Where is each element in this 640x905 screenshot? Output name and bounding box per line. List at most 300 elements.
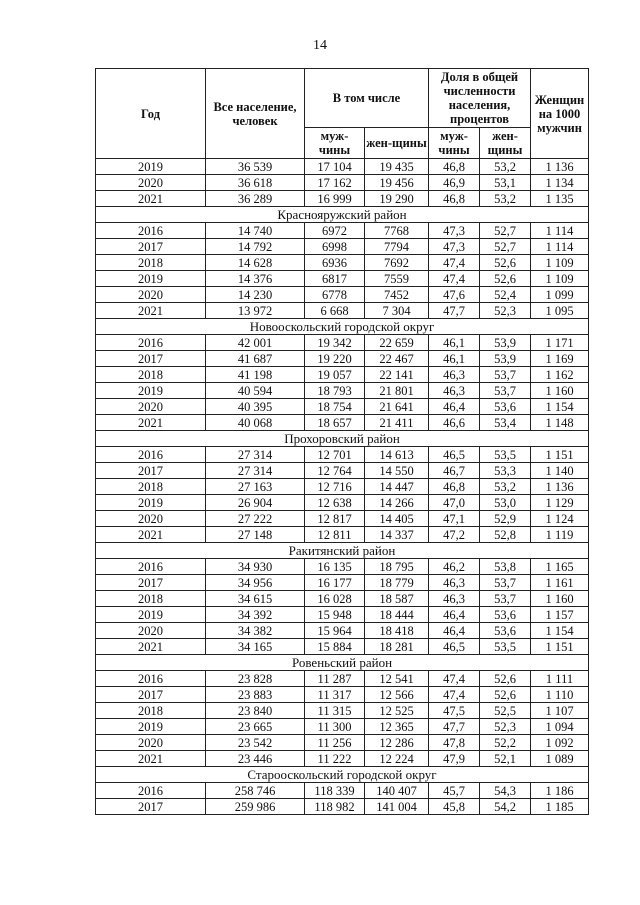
cell-women-per-1000: 1 114	[531, 223, 589, 239]
table-row	[96, 415, 589, 431]
table-row	[96, 367, 589, 383]
cell-women-per-1000: 1 169	[531, 351, 589, 367]
cell-men-share: 47,4	[429, 271, 480, 287]
cell-all-population: 40 395	[206, 399, 305, 415]
cell-men-share: 47,5	[429, 703, 480, 719]
cell-men-count: 12 638	[305, 495, 365, 511]
cell-men-count: 6817	[305, 271, 365, 287]
cell-all-population: 36 539	[206, 159, 305, 175]
table-row	[96, 495, 589, 511]
cell-women-per-1000: 1 119	[531, 527, 589, 543]
cell-men-share: 46,6	[429, 415, 480, 431]
section-row	[96, 431, 589, 447]
cell-women-share: 53,9	[480, 335, 531, 351]
section-title: Ровеньский район	[96, 655, 589, 671]
cell-women-per-1000: 1 160	[531, 591, 589, 607]
cell-women-count: 140 407	[365, 783, 429, 799]
cell-men-share: 47,7	[429, 303, 480, 319]
cell-men-count: 6998	[305, 239, 365, 255]
cell-men-share: 46,8	[429, 191, 480, 207]
cell-men-share: 46,9	[429, 175, 480, 191]
cell-women-share: 53,5	[480, 447, 531, 463]
cell-men-share: 47,1	[429, 511, 480, 527]
cell-women-share: 53,6	[480, 623, 531, 639]
cell-men-count: 15 964	[305, 623, 365, 639]
cell-men-count: 16 999	[305, 191, 365, 207]
cell-all-population: 34 930	[206, 559, 305, 575]
cell-women-count: 12 541	[365, 671, 429, 687]
section-title: Прохоровский район	[96, 431, 589, 447]
cell-women-share: 53,9	[480, 351, 531, 367]
cell-women-per-1000: 1 095	[531, 303, 589, 319]
cell-men-count: 6 668	[305, 303, 365, 319]
cell-men-count: 11 222	[305, 751, 365, 767]
header-year: Год	[96, 69, 206, 159]
table-row	[96, 687, 589, 703]
table-row	[96, 511, 589, 527]
cell-men-share: 47,0	[429, 495, 480, 511]
table-row	[96, 255, 589, 271]
cell-men-count: 19 057	[305, 367, 365, 383]
cell-women-per-1000: 1 099	[531, 287, 589, 303]
cell-women-share: 53,3	[480, 463, 531, 479]
cell-men-share: 47,4	[429, 255, 480, 271]
cell-men-count: 16 028	[305, 591, 365, 607]
table-row	[96, 239, 589, 255]
cell-women-count: 7452	[365, 287, 429, 303]
cell-women-per-1000: 1 092	[531, 735, 589, 751]
cell-men-share: 47,3	[429, 223, 480, 239]
cell-women-per-1000: 1 160	[531, 383, 589, 399]
cell-all-population: 36 618	[206, 175, 305, 191]
cell-year: 2020	[96, 511, 206, 527]
table-row	[96, 799, 589, 815]
cell-year: 2021	[96, 191, 206, 207]
cell-women-count: 12 525	[365, 703, 429, 719]
cell-women-count: 7559	[365, 271, 429, 287]
cell-men-share: 47,2	[429, 527, 480, 543]
cell-men-share: 46,3	[429, 383, 480, 399]
cell-men-share: 46,4	[429, 623, 480, 639]
cell-men-share: 45,7	[429, 783, 480, 799]
table-row	[96, 607, 589, 623]
cell-year: 2018	[96, 703, 206, 719]
cell-women-share: 52,6	[480, 671, 531, 687]
table-row	[96, 623, 589, 639]
cell-all-population: 23 542	[206, 735, 305, 751]
cell-men-count: 16 177	[305, 575, 365, 591]
cell-women-share: 53,2	[480, 159, 531, 175]
header-men-share: муж-чины	[429, 128, 480, 159]
table-body	[96, 159, 589, 815]
cell-year: 2021	[96, 415, 206, 431]
table-row	[96, 383, 589, 399]
table-row	[96, 447, 589, 463]
cell-year: 2020	[96, 399, 206, 415]
cell-year: 2016	[96, 447, 206, 463]
cell-year: 2019	[96, 383, 206, 399]
cell-women-per-1000: 1 148	[531, 415, 589, 431]
cell-women-per-1000: 1 136	[531, 479, 589, 495]
cell-all-population: 14 230	[206, 287, 305, 303]
cell-men-share: 47,3	[429, 239, 480, 255]
cell-women-count: 14 337	[365, 527, 429, 543]
table-row	[96, 671, 589, 687]
cell-all-population: 34 615	[206, 591, 305, 607]
cell-men-count: 12 716	[305, 479, 365, 495]
cell-year: 2020	[96, 623, 206, 639]
section-title: Новооскольский городской округ	[96, 319, 589, 335]
cell-men-share: 46,3	[429, 591, 480, 607]
cell-men-share: 46,4	[429, 607, 480, 623]
cell-men-count: 16 135	[305, 559, 365, 575]
cell-men-count: 19 342	[305, 335, 365, 351]
cell-women-share: 54,2	[480, 799, 531, 815]
table-row	[96, 783, 589, 799]
cell-women-per-1000: 1 109	[531, 271, 589, 287]
cell-all-population: 23 828	[206, 671, 305, 687]
cell-women-share: 52,9	[480, 511, 531, 527]
cell-men-share: 46,1	[429, 335, 480, 351]
cell-year: 2017	[96, 799, 206, 815]
section-title: Ракитянский район	[96, 543, 589, 559]
cell-women-count: 12 286	[365, 735, 429, 751]
section-title: Старооскольский городской округ	[96, 767, 589, 783]
cell-all-population: 14 740	[206, 223, 305, 239]
cell-all-population: 13 972	[206, 303, 305, 319]
cell-men-share: 47,4	[429, 687, 480, 703]
section-title: Краснояружский район	[96, 207, 589, 223]
cell-all-population: 40 068	[206, 415, 305, 431]
cell-women-count: 18 444	[365, 607, 429, 623]
section-row	[96, 207, 589, 223]
cell-year: 2017	[96, 463, 206, 479]
cell-all-population: 27 314	[206, 463, 305, 479]
cell-women-share: 53,0	[480, 495, 531, 511]
cell-women-count: 12 566	[365, 687, 429, 703]
cell-all-population: 34 165	[206, 639, 305, 655]
cell-women-count: 14 266	[365, 495, 429, 511]
table-row	[96, 463, 589, 479]
cell-women-per-1000: 1 094	[531, 719, 589, 735]
cell-year: 2021	[96, 751, 206, 767]
header-men-count: муж-чины	[305, 128, 365, 159]
cell-men-count: 6936	[305, 255, 365, 271]
cell-all-population: 27 222	[206, 511, 305, 527]
page-number: 14	[313, 38, 327, 53]
cell-men-count: 15 948	[305, 607, 365, 623]
cell-women-per-1000: 1 114	[531, 239, 589, 255]
section-row	[96, 767, 589, 783]
cell-women-count: 14 405	[365, 511, 429, 527]
cell-men-count: 18 657	[305, 415, 365, 431]
cell-year: 2019	[96, 607, 206, 623]
cell-year: 2021	[96, 303, 206, 319]
cell-men-share: 46,2	[429, 559, 480, 575]
cell-women-per-1000: 1 140	[531, 463, 589, 479]
table-row	[96, 703, 589, 719]
cell-men-count: 17 104	[305, 159, 365, 175]
cell-year: 2017	[96, 575, 206, 591]
header-women-count: жен-щины	[365, 128, 429, 159]
cell-women-count: 12 365	[365, 719, 429, 735]
cell-women-count: 18 418	[365, 623, 429, 639]
cell-women-count: 19 435	[365, 159, 429, 175]
cell-all-population: 27 148	[206, 527, 305, 543]
cell-women-count: 19 456	[365, 175, 429, 191]
cell-women-share: 52,4	[480, 287, 531, 303]
cell-men-count: 6778	[305, 287, 365, 303]
cell-women-count: 18 281	[365, 639, 429, 655]
cell-men-count: 18 754	[305, 399, 365, 415]
cell-women-count: 14 613	[365, 447, 429, 463]
table-row	[96, 591, 589, 607]
cell-women-share: 52,6	[480, 687, 531, 703]
cell-women-per-1000: 1 162	[531, 367, 589, 383]
cell-women-per-1000: 1 110	[531, 687, 589, 703]
table-row	[96, 639, 589, 655]
cell-women-count: 141 004	[365, 799, 429, 815]
table-row	[96, 351, 589, 367]
cell-year: 2016	[96, 223, 206, 239]
cell-men-count: 11 315	[305, 703, 365, 719]
cell-men-count: 118 982	[305, 799, 365, 815]
cell-women-per-1000: 1 134	[531, 175, 589, 191]
cell-women-share: 52,3	[480, 303, 531, 319]
header-including: В том числе	[305, 69, 429, 128]
cell-women-share: 52,8	[480, 527, 531, 543]
table-row	[96, 335, 589, 351]
table-row	[96, 159, 589, 175]
header-all-population: Все население, человек	[206, 69, 305, 159]
cell-women-per-1000: 1 154	[531, 623, 589, 639]
cell-men-share: 46,1	[429, 351, 480, 367]
section-row	[96, 543, 589, 559]
cell-women-share: 52,7	[480, 223, 531, 239]
cell-all-population: 23 883	[206, 687, 305, 703]
cell-women-count: 18 587	[365, 591, 429, 607]
cell-all-population: 42 001	[206, 335, 305, 351]
cell-women-count: 22 141	[365, 367, 429, 383]
cell-men-count: 118 339	[305, 783, 365, 799]
cell-men-share: 47,9	[429, 751, 480, 767]
cell-year: 2018	[96, 255, 206, 271]
cell-all-population: 14 376	[206, 271, 305, 287]
cell-men-count: 19 220	[305, 351, 365, 367]
cell-women-per-1000: 1 154	[531, 399, 589, 415]
header-share: Доля в общей численности населения, процентов	[429, 69, 531, 128]
cell-men-count: 11 300	[305, 719, 365, 735]
table-row	[96, 191, 589, 207]
cell-year: 2020	[96, 175, 206, 191]
cell-men-count: 17 162	[305, 175, 365, 191]
table-header	[96, 69, 589, 159]
cell-all-population: 41 687	[206, 351, 305, 367]
cell-women-share: 53,6	[480, 607, 531, 623]
cell-women-share: 52,2	[480, 735, 531, 751]
cell-men-share: 46,5	[429, 639, 480, 655]
cell-women-per-1000: 1 136	[531, 159, 589, 175]
population-table	[95, 68, 589, 815]
cell-year: 2021	[96, 639, 206, 655]
cell-year: 2016	[96, 783, 206, 799]
cell-women-per-1000: 1 109	[531, 255, 589, 271]
cell-women-per-1000: 1 107	[531, 703, 589, 719]
cell-men-count: 12 817	[305, 511, 365, 527]
cell-women-count: 7794	[365, 239, 429, 255]
cell-women-count: 12 224	[365, 751, 429, 767]
cell-year: 2020	[96, 735, 206, 751]
cell-year: 2019	[96, 719, 206, 735]
cell-men-share: 46,7	[429, 463, 480, 479]
section-row	[96, 655, 589, 671]
header-women-per-1000: Женщин на 1000 мужчин	[531, 69, 589, 159]
cell-women-per-1000: 1 151	[531, 639, 589, 655]
cell-year: 2020	[96, 287, 206, 303]
cell-men-share: 47,8	[429, 735, 480, 751]
cell-men-share: 47,7	[429, 719, 480, 735]
cell-women-count: 21 411	[365, 415, 429, 431]
cell-year: 2016	[96, 671, 206, 687]
cell-women-share: 52,7	[480, 239, 531, 255]
table-row	[96, 399, 589, 415]
header-women-share: жен-щины	[480, 128, 531, 159]
cell-men-share: 47,4	[429, 671, 480, 687]
cell-women-per-1000: 1 151	[531, 447, 589, 463]
cell-all-population: 36 289	[206, 191, 305, 207]
cell-women-share: 53,7	[480, 367, 531, 383]
cell-women-share: 52,3	[480, 719, 531, 735]
cell-women-share: 53,1	[480, 175, 531, 191]
cell-all-population: 34 956	[206, 575, 305, 591]
cell-year: 2018	[96, 479, 206, 495]
cell-women-count: 18 779	[365, 575, 429, 591]
cell-women-per-1000: 1 171	[531, 335, 589, 351]
table-row	[96, 559, 589, 575]
cell-all-population: 23 446	[206, 751, 305, 767]
table-row	[96, 479, 589, 495]
cell-all-population: 41 198	[206, 367, 305, 383]
cell-all-population: 14 792	[206, 239, 305, 255]
cell-men-count: 11 256	[305, 735, 365, 751]
table-row	[96, 271, 589, 287]
cell-all-population: 27 314	[206, 447, 305, 463]
cell-women-share: 52,6	[480, 271, 531, 287]
cell-men-share: 46,3	[429, 575, 480, 591]
cell-men-count: 12 764	[305, 463, 365, 479]
cell-all-population: 259 986	[206, 799, 305, 815]
cell-men-count: 6972	[305, 223, 365, 239]
cell-all-population: 23 665	[206, 719, 305, 735]
cell-women-per-1000: 1 124	[531, 511, 589, 527]
cell-women-per-1000: 1 089	[531, 751, 589, 767]
cell-women-per-1000: 1 186	[531, 783, 589, 799]
cell-year: 2018	[96, 591, 206, 607]
table-row	[96, 303, 589, 319]
cell-women-share: 53,5	[480, 639, 531, 655]
cell-women-share: 53,8	[480, 559, 531, 575]
cell-men-count: 11 287	[305, 671, 365, 687]
cell-women-per-1000: 1 129	[531, 495, 589, 511]
cell-men-count: 11 317	[305, 687, 365, 703]
cell-year: 2016	[96, 559, 206, 575]
cell-women-share: 53,7	[480, 591, 531, 607]
cell-women-count: 21 641	[365, 399, 429, 415]
cell-all-population: 26 904	[206, 495, 305, 511]
table-row	[96, 735, 589, 751]
cell-women-per-1000: 1 135	[531, 191, 589, 207]
cell-men-share: 45,8	[429, 799, 480, 815]
cell-men-share: 46,8	[429, 479, 480, 495]
cell-all-population: 258 746	[206, 783, 305, 799]
table-row	[96, 575, 589, 591]
cell-men-share: 46,8	[429, 159, 480, 175]
cell-year: 2016	[96, 335, 206, 351]
cell-women-count: 14 550	[365, 463, 429, 479]
cell-women-share: 53,7	[480, 383, 531, 399]
cell-women-share: 52,1	[480, 751, 531, 767]
cell-men-share: 46,3	[429, 367, 480, 383]
cell-year: 2021	[96, 527, 206, 543]
cell-women-count: 19 290	[365, 191, 429, 207]
cell-women-per-1000: 1 185	[531, 799, 589, 815]
table-row	[96, 719, 589, 735]
cell-women-share: 53,4	[480, 415, 531, 431]
cell-women-per-1000: 1 165	[531, 559, 589, 575]
table-row	[96, 287, 589, 303]
cell-women-count: 14 447	[365, 479, 429, 495]
cell-men-share: 46,4	[429, 399, 480, 415]
cell-women-share: 54,3	[480, 783, 531, 799]
cell-men-count: 15 884	[305, 639, 365, 655]
cell-year: 2017	[96, 239, 206, 255]
cell-men-share: 47,6	[429, 287, 480, 303]
cell-women-share: 53,6	[480, 399, 531, 415]
cell-year: 2017	[96, 687, 206, 703]
cell-women-per-1000: 1 157	[531, 607, 589, 623]
cell-men-share: 46,5	[429, 447, 480, 463]
cell-women-count: 7692	[365, 255, 429, 271]
cell-men-count: 12 811	[305, 527, 365, 543]
cell-women-share: 52,5	[480, 703, 531, 719]
cell-year: 2017	[96, 351, 206, 367]
cell-men-count: 12 701	[305, 447, 365, 463]
cell-year: 2018	[96, 367, 206, 383]
cell-year: 2019	[96, 495, 206, 511]
cell-all-population: 27 163	[206, 479, 305, 495]
cell-women-count: 7768	[365, 223, 429, 239]
cell-women-count: 18 795	[365, 559, 429, 575]
table-row	[96, 751, 589, 767]
cell-women-share: 53,7	[480, 575, 531, 591]
cell-women-share: 53,2	[480, 191, 531, 207]
cell-all-population: 34 382	[206, 623, 305, 639]
cell-women-per-1000: 1 111	[531, 671, 589, 687]
cell-women-count: 22 467	[365, 351, 429, 367]
cell-all-population: 14 628	[206, 255, 305, 271]
cell-men-count: 18 793	[305, 383, 365, 399]
cell-women-per-1000: 1 161	[531, 575, 589, 591]
cell-all-population: 34 392	[206, 607, 305, 623]
table-row	[96, 223, 589, 239]
table-row	[96, 527, 589, 543]
cell-all-population: 40 594	[206, 383, 305, 399]
cell-year: 2019	[96, 271, 206, 287]
section-row	[96, 319, 589, 335]
cell-women-count: 7 304	[365, 303, 429, 319]
cell-women-count: 22 659	[365, 335, 429, 351]
cell-year: 2019	[96, 159, 206, 175]
